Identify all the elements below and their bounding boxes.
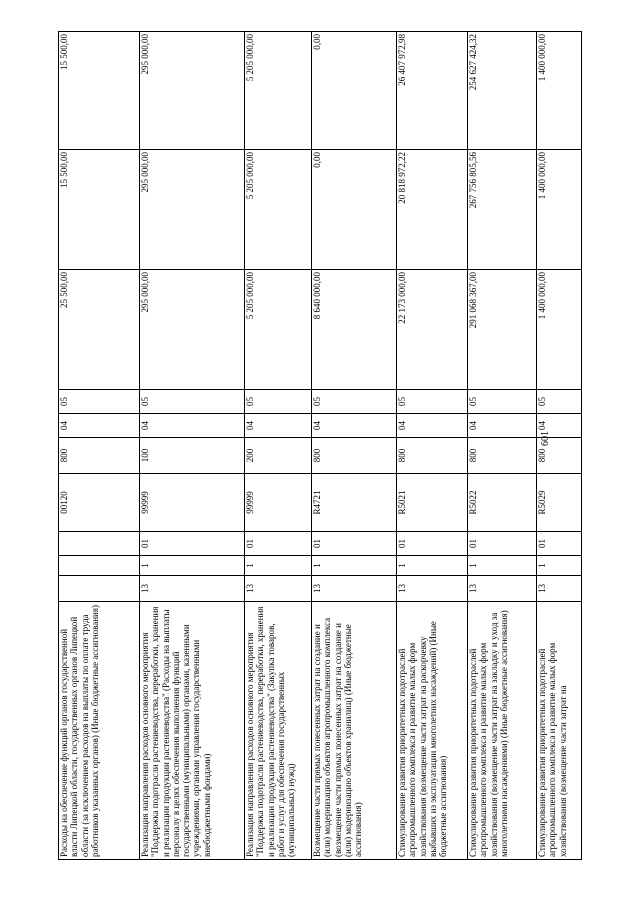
- code-6: 04: [397, 414, 468, 438]
- expense-name: Стимулирование развития приоритетных подотраслей агропромышленного комплекса и развитие малых форм хозяйствования (возмещение части затрат на раскорчевку выбывших из эксплуатации многолетних насаждений) (Иные бюджетные ассигнования): [397, 602, 468, 860]
- code-2: [59, 556, 140, 576]
- code-7: 05: [537, 390, 582, 414]
- table-row: [140, 32, 245, 860]
- code-2: 1: [537, 556, 582, 576]
- amount-2: 5 205 000,00: [245, 150, 312, 270]
- code-3: 01: [312, 532, 397, 556]
- amount-2: 1 400 000,00: [537, 150, 582, 270]
- amount-3: 26 407 972,98: [397, 32, 468, 150]
- code-2: 1: [245, 556, 312, 576]
- code-5: 800: [312, 438, 397, 474]
- amount-3: 15 500,00: [59, 32, 140, 150]
- code-7: 05: [312, 390, 397, 414]
- code-4: R5021: [397, 474, 468, 532]
- code-1: 13: [140, 576, 245, 602]
- table-row: [468, 32, 537, 860]
- amount-2: 0,00: [312, 150, 397, 270]
- code-4: R5022: [468, 474, 537, 532]
- code-4: 99999: [245, 474, 312, 532]
- expense-name: Стимулирование развития приоритетных подотраслей агропромышленного комплекса и развитие малых форм хозяйствования (возмещение части затрат на: [537, 602, 582, 860]
- code-3: 01: [468, 532, 537, 556]
- code-5: 800: [537, 438, 582, 474]
- code-6: 04: [140, 414, 245, 438]
- code-5: 800: [59, 438, 140, 474]
- expense-name: Реализация направления расходов основного мероприятия "Поддержка подотрасли растениеводства, переработки, хранения и реализации продукции растениеводства" (Закупка товаров, работ и услуг для обеспечения государственных (муниципальных) нужд): [245, 602, 312, 860]
- code-7: 05: [468, 390, 537, 414]
- code-5: 800: [397, 438, 468, 474]
- amount-3: 0,00: [312, 32, 397, 150]
- budget-table-container: [58, 32, 614, 860]
- code-2: 1: [312, 556, 397, 576]
- code-1: 13: [245, 576, 312, 602]
- code-1: [59, 576, 140, 602]
- table-row: [397, 32, 468, 860]
- code-6: 04: [468, 414, 537, 438]
- amount-1: 295 000,00: [140, 270, 245, 390]
- code-6: 04: [245, 414, 312, 438]
- amount-1: 8 640 000,00: [312, 270, 397, 390]
- code-7: 05: [140, 390, 245, 414]
- code-5: 100: [140, 438, 245, 474]
- code-7: 05: [397, 390, 468, 414]
- page-number: 601: [540, 431, 551, 446]
- code-2: 1: [397, 556, 468, 576]
- code-3: 01: [397, 532, 468, 556]
- amount-1: 22 173 000,00: [397, 270, 468, 390]
- amount-1: 5 205 000,00: [245, 270, 312, 390]
- amount-3: 295 000,00: [140, 32, 245, 150]
- code-1: 13: [468, 576, 537, 602]
- amount-3: 5 205 000,00: [245, 32, 312, 150]
- table-row: [312, 32, 397, 860]
- amount-1: 25 500,00: [59, 270, 140, 390]
- code-3: 01: [140, 532, 245, 556]
- code-3: [59, 532, 140, 556]
- code-4: R5029: [537, 474, 582, 532]
- expense-name: Расходы на обеспечение функций органов государственной власти Липецкой области, государственных органов Липецкой области (за исключением расходов на выплаты по оплате труда работников указанных органов) (Иные бюджетные ассигнования): [59, 602, 140, 860]
- amount-2: 20 818 972,22: [397, 150, 468, 270]
- amount-3: 254 627 424,32: [468, 32, 537, 150]
- code-2: 1: [140, 556, 245, 576]
- code-6: 04: [59, 414, 140, 438]
- code-6: 04: [312, 414, 397, 438]
- code-3: 01: [245, 532, 312, 556]
- code-5: 800: [468, 438, 537, 474]
- code-3: 01: [537, 532, 582, 556]
- expense-name: Возмещение части прямых понесенных затрат на создание и (или) модернизацию объектов агропромышленного комплекса (возмещение части прямых понесенных затрат на создание и (или) модернизацию объектов хранилищ) (Иные бюджетные ассигнования): [312, 602, 397, 860]
- code-1: 13: [312, 576, 397, 602]
- code-1: 13: [397, 576, 468, 602]
- code-5: 200: [245, 438, 312, 474]
- code-6: 04: [537, 414, 582, 438]
- code-1: 13: [537, 576, 582, 602]
- expense-name: Стимулирование развития приоритетных подотраслей агропромышленного комплекса и развитие малых форм хозяйствования (возмещение части затрат на закладку и уход за многолетними насаждениями) (Иные бюджетные ассигнования): [468, 602, 537, 860]
- amount-3: 1 400 000,00: [537, 32, 582, 150]
- budget-table: [58, 31, 582, 860]
- table-row: [245, 32, 312, 860]
- amount-1: 1 400 000,00: [537, 270, 582, 390]
- code-4: R4721: [312, 474, 397, 532]
- code-4: 99999: [140, 474, 245, 532]
- amount-1: 291 068 367,00: [468, 270, 537, 390]
- expense-name: Реализация направления расходов основного мероприятия "Поддержка подотрасли растениеводства, переработки, хранения и реализации продукции растениеводства" (Расходы на выплаты персоналу в целях обеспечения выполнения функций государственными (муниципальными) органами, казенными учреждениями, органами управления государственными внебюджетными фондами): [140, 602, 245, 860]
- table-row: [59, 32, 140, 860]
- table-row: [537, 32, 582, 860]
- code-4: 00120: [59, 474, 140, 532]
- code-7: 05: [59, 390, 140, 414]
- amount-2: 15 500,00: [59, 150, 140, 270]
- amount-2: 267 756 805,56: [468, 150, 537, 270]
- code-7: 05: [245, 390, 312, 414]
- amount-2: 295 000,00: [140, 150, 245, 270]
- code-2: 1: [468, 556, 537, 576]
